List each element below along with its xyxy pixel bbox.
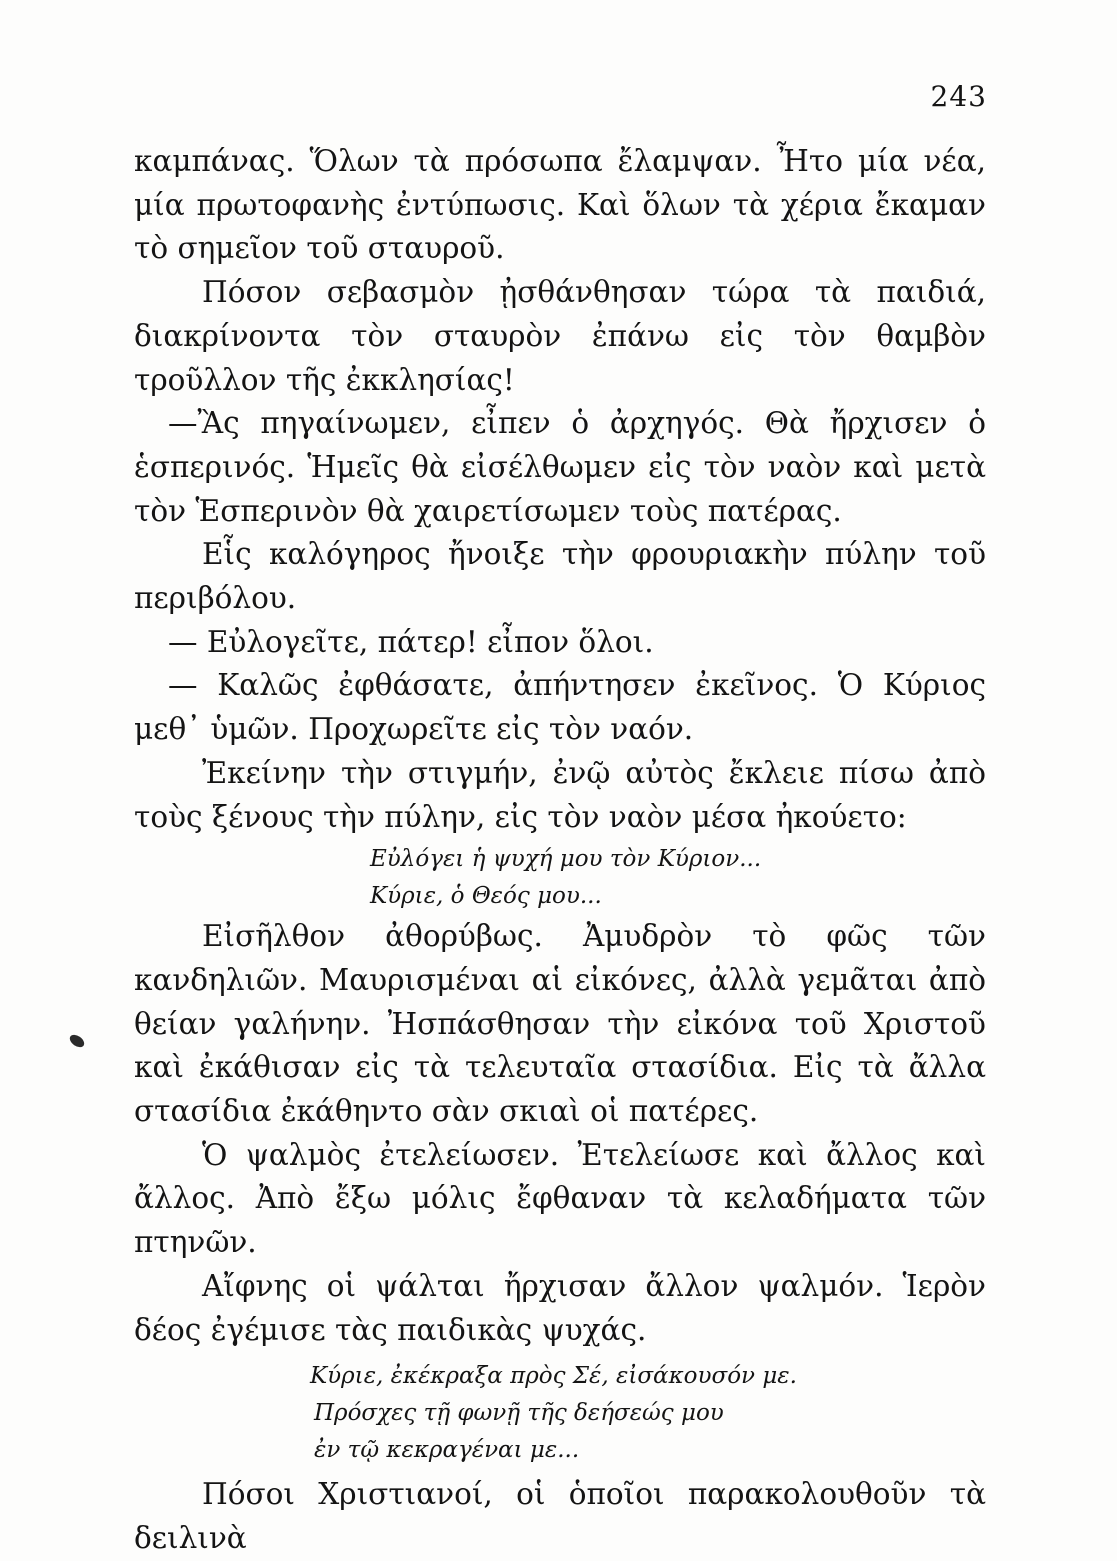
ink-speck: [68, 1032, 87, 1049]
paragraph: Πόσον σεβασμὸν ᾐσθάνθησαν τώρα τὰ παιδιά, διακρίνοντα τὸν σταυρὸν ἐπάνω εἰς τὸν θαμβὸν τροῦλλον τῆς ἐκκλησίας!: [134, 275, 986, 397]
psalm-verse: Κύριε, ἐκέκραξα πρὸς Σέ, εἰσάκουσόν με.: [310, 1363, 797, 1390]
paragraph: καμπάνας. Ὅλων τὰ πρόσωπα ἔλαμψαν. Ἦτο μία νέα, μία πρωτοφανὴς ἐντύπωσις. Καὶ ὅλων τὰ χέρια ἔκαμαν τὸ σημεῖον τοῦ σταυροῦ.: [134, 144, 986, 266]
paragraph: Εἷς καλόγηρος ἤνοιξε τὴν φρουριακὴν πύλην τοῦ περιβόλου.: [134, 537, 986, 616]
dialogue-line: — Καλῶς ἐφθάσατε, ἀπήντησεν ἐκεῖνος. Ὁ Κύριος μεθ᾿ ὑμῶν. Προχωρεῖτε εἰς τὸν ναόν.: [134, 668, 986, 747]
paragraph: Ἐκείνην τὴν στιγμήν, ἐνῷ αὐτὸς ἔκλειε πίσω ἀπὸ τοὺς ξένους τὴν πύλην, εἰς τὸν ναὸν μέσα ἠκούετο:: [134, 755, 986, 834]
paragraph: Πόσοι Χριστιανοί, οἱ ὁποῖοι παρακολουθοῦν τὰ δειλινὰ: [134, 1477, 986, 1555]
psalm-verse: ἐν τῷ κεκραγέναι με...: [314, 1437, 580, 1464]
paragraph: Αἴφνης οἱ ψάλται ἤρχισαν ἄλλον ψαλμόν. Ἱερὸν δέος ἐγέμισε τὰς παιδικὰς ψυχάς.: [134, 1268, 986, 1347]
page-number: 243: [930, 80, 987, 113]
dialogue-line: —Ἂς πηγαίνωμεν, εἶπεν ὁ ἀρχηγός. Θὰ ἤρχισεν ὁ ἑσπερινός. Ἡμεῖς θὰ εἰσέλθωμεν εἰς τὸν ναὸν καὶ μετὰ τὸν Ἑσπερινὸν θὰ χαιρετίσωμεν τοὺς πατέρας.: [134, 406, 986, 528]
psalm-verse: Κύριε, ὁ Θεός μου...: [370, 883, 602, 910]
psalm-verse: Πρόσχες τῇ φωνῇ τῆς δεήσεώς μου: [314, 1400, 724, 1427]
dialogue-line: — Εὐλογεῖτε, πάτερ! εἶπον ὅλοι.: [168, 624, 654, 659]
paragraph: Εἰσῆλθον ἀθορύβως. Ἀμυδρὸν τὸ φῶς τῶν κανδηλιῶν. Μαυρισμέναι αἱ εἰκόνες, ἀλλὰ γεμᾶται ἀπὸ θείαν γαλήνην. Ἠσπάσθησαν τὴν εἰκόνα τοῦ Χριστοῦ καὶ ἐκάθισαν εἰς τὰ τελευταῖα στασίδια. Εἰς τὰ ἄλλα στασίδια ἐκάθηντο σὰν σκιαὶ οἱ πατέρες.: [134, 919, 986, 1129]
psalm-verse: Εὐλόγει ἡ ψυχή μου τὸν Κύριον...: [370, 846, 762, 873]
paragraph: Ὁ ψαλμὸς ἐτελείωσεν. Ἐτελείωσε καὶ ἄλλος καὶ ἄλλος. Ἀπὸ ἔξω μόλις ἔφθαναν τὰ κελαδήματα τῶν πτηνῶν.: [134, 1137, 986, 1260]
page-body: [134, 140, 986, 1561]
